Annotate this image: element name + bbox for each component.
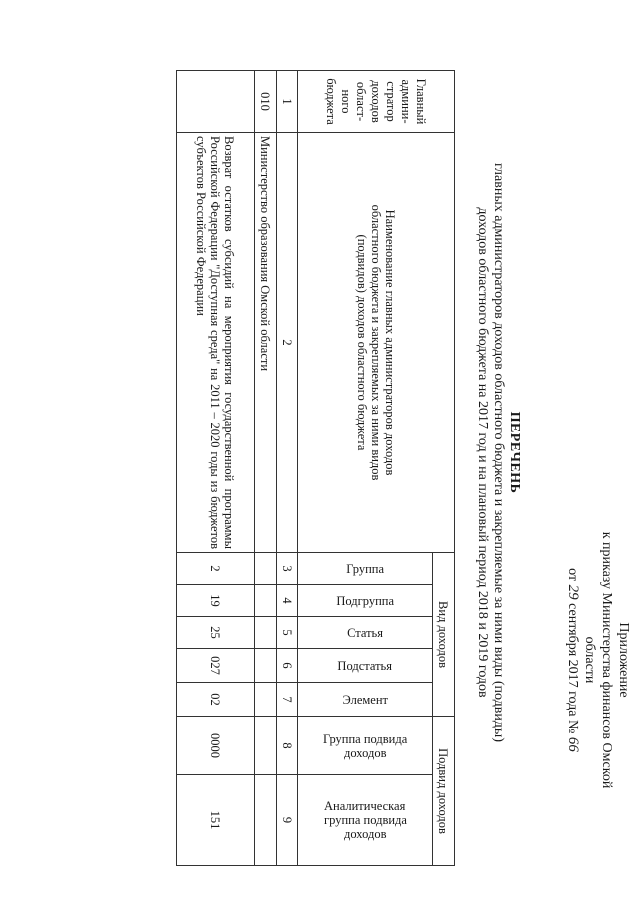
appendix-line-1: Приложение bbox=[616, 622, 631, 698]
colnum-4: 4 bbox=[277, 585, 298, 617]
header-podgruppa: Подгруппа bbox=[298, 585, 433, 617]
header-gruppa-podvida: Группа подвида доходов bbox=[298, 717, 433, 775]
cell-podstatya bbox=[255, 649, 277, 683]
title-line-1: главных администраторов доходов областного бюджета и закрепляемые за ними виды (подвиды) bbox=[491, 162, 506, 743]
header-analit: Аналитическая группа подвида доходов bbox=[298, 775, 433, 866]
cell-element: 02 bbox=[177, 683, 255, 717]
cell-name: Министерство образования Омской области bbox=[255, 133, 277, 553]
cell-analit bbox=[255, 775, 277, 866]
header-element: Элемент bbox=[298, 683, 433, 717]
header-podvid-group: Подвид доходов bbox=[433, 717, 455, 866]
appendix-line-3 bbox=[564, 510, 581, 810]
header-gruppa: Группа bbox=[298, 553, 433, 585]
cell-gruppa bbox=[255, 553, 277, 585]
handwritten-date: 29 bbox=[565, 584, 581, 600]
colnum-5: 5 bbox=[277, 617, 298, 649]
title-block bbox=[474, 0, 522, 905]
cell-podgruppa bbox=[255, 585, 277, 617]
column-numbers-row bbox=[277, 71, 298, 866]
revenue-table bbox=[176, 70, 455, 866]
handwritten-number: 66 bbox=[565, 736, 581, 752]
table-row bbox=[255, 71, 277, 866]
colnum-6: 6 bbox=[277, 649, 298, 683]
cell-gruppa-podvida: 0000 bbox=[177, 717, 255, 775]
colnum-9: 9 bbox=[277, 775, 298, 866]
table-row bbox=[177, 71, 255, 866]
appendix-date-prefix: от bbox=[565, 568, 580, 582]
cell-statya bbox=[255, 617, 277, 649]
cell-admin bbox=[177, 71, 255, 133]
header-statya: Статья bbox=[298, 617, 433, 649]
header-name: Наименование главных администраторов доходов областного бюджета и закрепляемых за ними видов (подвидов) доходов областного бюджета bbox=[298, 133, 455, 553]
appendix-line-2: к приказу Министерства финансов Омской области bbox=[582, 531, 614, 789]
title-line-2: доходов областного бюджета на 2017 год и на плановый период 2018 и 2019 годов bbox=[475, 207, 490, 698]
cell-podgruppa: 19 bbox=[177, 585, 255, 617]
colnum-2: 2 bbox=[277, 133, 298, 553]
colnum-1: 1 bbox=[277, 71, 298, 133]
cell-name: Возврат остатков субсидий на мероприятия государственной программы Российской Федерации "Доступная среда" на 2011 – 2020 годы из бюджетов субъектов Российской Федерации bbox=[177, 133, 255, 553]
cell-statya: 25 bbox=[177, 617, 255, 649]
appendix-block bbox=[564, 510, 632, 810]
colnum-3: 3 bbox=[277, 553, 298, 585]
document-heading: ПЕРЕЧЕНЬ bbox=[507, 411, 522, 494]
cell-element bbox=[255, 683, 277, 717]
header-row-groups bbox=[433, 71, 455, 866]
header-vid-group: Вид доходов bbox=[433, 553, 455, 717]
cell-admin: 010 bbox=[255, 71, 277, 133]
cell-analit: 151 bbox=[177, 775, 255, 866]
colnum-7: 7 bbox=[277, 683, 298, 717]
header-admin: Главный админи-стратор доходов област-ного бюджета bbox=[298, 71, 455, 133]
colnum-8: 8 bbox=[277, 717, 298, 775]
cell-gruppa: 2 bbox=[177, 553, 255, 585]
header-podstatya: Подстатья bbox=[298, 649, 433, 683]
cell-podstatya: 027 bbox=[177, 649, 255, 683]
appendix-date-text: сентября 2017 года № bbox=[565, 603, 580, 734]
cell-gruppa-podvida bbox=[255, 717, 277, 775]
